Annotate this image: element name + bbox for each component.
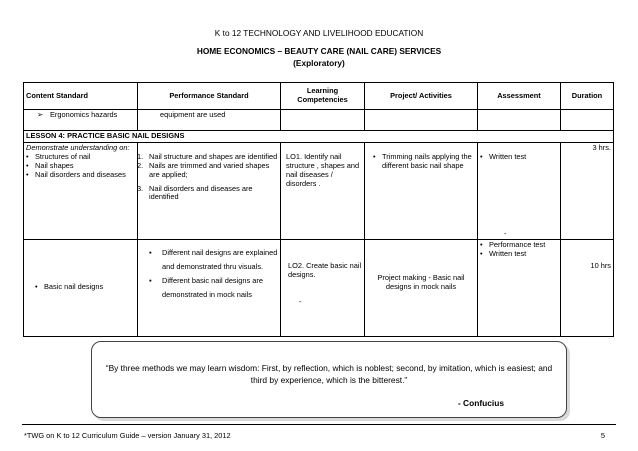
table-row bbox=[24, 142, 614, 239]
footer-divider bbox=[22, 424, 616, 425]
col-header-assessment: Assessment bbox=[478, 83, 561, 110]
activity-item: • Trimming nails applying the different basic nail shape bbox=[373, 153, 475, 171]
assessment-item: • Performance test bbox=[480, 241, 558, 250]
table-header-row bbox=[24, 83, 614, 110]
performance-item: 2. Nails are trimmed and varied shapes are applied; bbox=[140, 162, 278, 180]
content-item: • Structures of nail bbox=[26, 153, 135, 162]
col-header-performance-standard: Performance Standard bbox=[138, 83, 281, 110]
activity-item: Project making - Basic nail designs in mock nails bbox=[365, 239, 478, 336]
content-item: • Nail shapes bbox=[26, 162, 135, 171]
performance-item: 1. Nail structure and shapes are identified bbox=[140, 153, 278, 162]
assessment-item: • Written test bbox=[480, 153, 558, 162]
doc-title-line3: (Exploratory) bbox=[293, 58, 345, 68]
competency-lo2: LO2. Create basic nail designs. bbox=[288, 260, 362, 279]
col-header-learning-competencies: Learning Competencies bbox=[281, 83, 365, 110]
content-item: • Nail disorders and diseases bbox=[26, 171, 135, 180]
content-lead: Demonstrate understanding on: bbox=[26, 142, 130, 152]
performance-item: ▪ Different nail designs are explained and demonstrated thru visuals. bbox=[140, 246, 278, 274]
page-number: 5 bbox=[600, 431, 605, 440]
competency-lo1: LO1. Identify nail structure , shapes and nail diseases / disorders . bbox=[281, 142, 365, 239]
col-header-duration: Duration bbox=[561, 83, 614, 110]
performance-item: ▪ Different basic nail designs are demonstrated in mock nails bbox=[140, 274, 278, 302]
table-row bbox=[24, 110, 614, 131]
curriculum-table bbox=[23, 82, 614, 337]
competency-mark: - bbox=[299, 296, 302, 306]
col-header-content-standard: Content Standard bbox=[24, 83, 138, 110]
quote-author: - Confucius bbox=[457, 398, 504, 408]
performance-item: 3. Nail disorders and diseases are identified bbox=[140, 185, 278, 203]
assessment-item: • Written test bbox=[480, 250, 558, 259]
lesson-title: LESSON 4: PRACTICE BASIC NAIL DESIGNS bbox=[24, 131, 614, 143]
content-item-ergonomics: ➢ Ergonomics hazards bbox=[26, 111, 135, 120]
duration-value: 10 hrs bbox=[561, 239, 614, 336]
col-header-project-activities: Project/ Activities bbox=[365, 83, 478, 110]
footer-version: *TWG on K to 12 Curriculum Guide – version January 31, 2012 bbox=[24, 431, 231, 440]
assessment-mark: - bbox=[504, 229, 507, 238]
content-item: • Basic nail designs bbox=[35, 283, 135, 292]
doc-title-line2: HOME ECONOMICS – BEAUTY CARE (NAIL CARE) SERVICES bbox=[196, 46, 442, 56]
table-row bbox=[24, 239, 614, 336]
quote-box bbox=[91, 341, 567, 418]
quote-text: “By three methods we may learn wisdom: First, by reflection, which is noblest; second, by imitation, which is easiest; and third by experience, which is the bitterest.” bbox=[105, 363, 553, 386]
duration-value: 3 hrs. bbox=[561, 142, 614, 239]
performance-carry-text: equipment are used bbox=[138, 110, 281, 131]
lesson-row bbox=[24, 131, 614, 143]
doc-title-line1: K to 12 TECHNOLOGY AND LIVELIHOOD EDUCATION bbox=[214, 28, 424, 38]
